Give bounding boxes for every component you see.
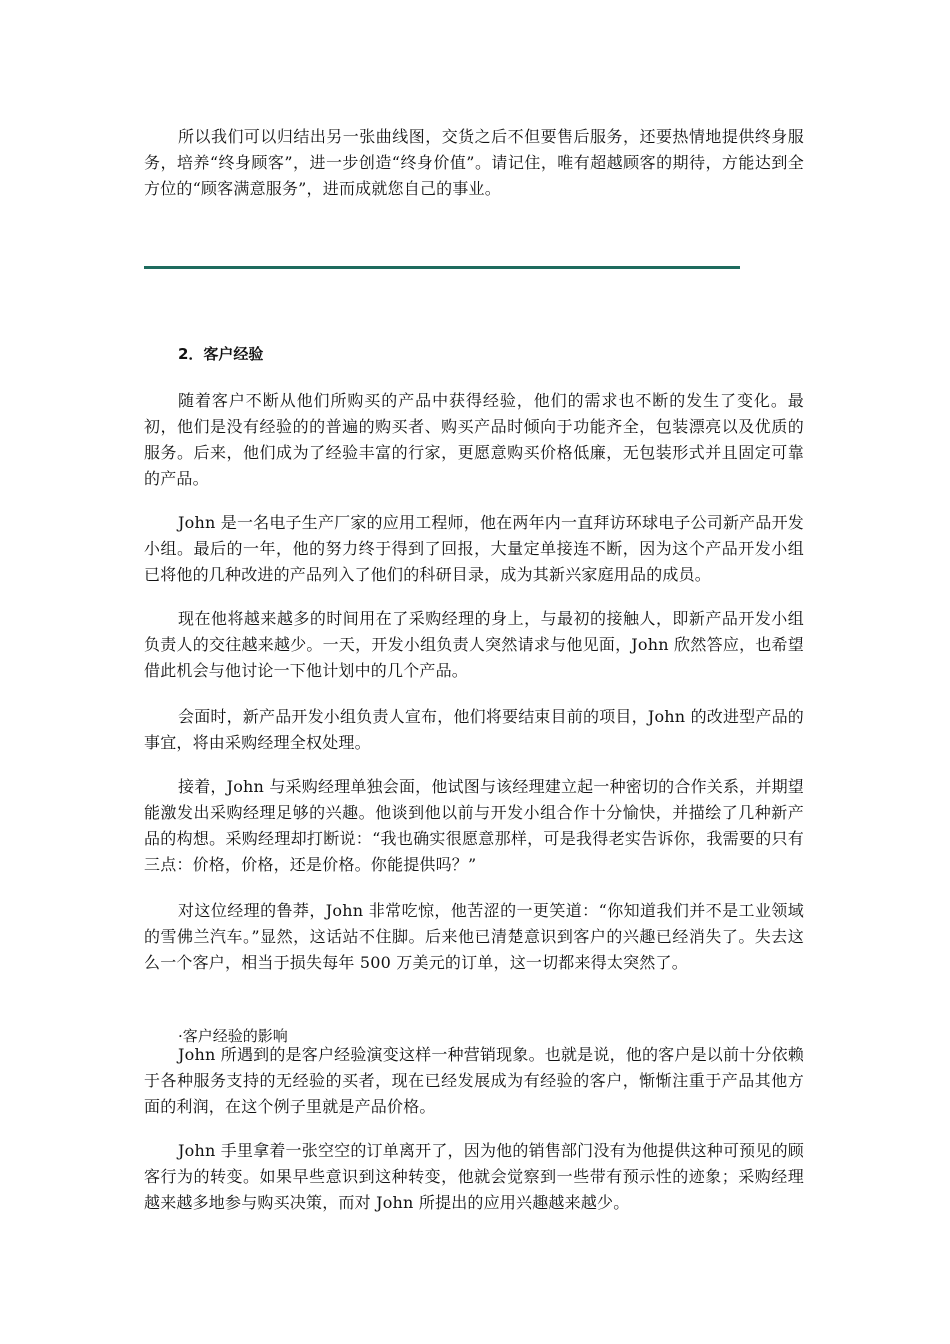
subsection-heading: ·客户经验的影响 <box>178 1027 288 1045</box>
body-paragraph-4: 会面时，新产品开发小组负责人宣布，他们将要结束目前的项目，John 的改进型产品的事宜，将由采购经理全权处理。 <box>144 707 804 752</box>
body-paragraph-7: John 所遇到的是客户经验演变这样一种营销现象。也就是说，他的客户是以前十分依赖于各种服务支持的无经验的买者，现在已经发展成为有经验的客户，惭惭注重于产品其他方面的利润，在这个例子里就是产品价格。 <box>144 1045 804 1116</box>
body-paragraph-6: 对这位经理的鲁莽，John 非常吃惊，他苦涩的一更笑道：“你知道我们并不是工业领域的雪佛兰汽车。”显然，这话站不住脚。后来他已清楚意识到客户的兴趣已经消失了。失去这么一个客户，相当于损失每年 500 万美元的订单，这一切都来得太突然了。 <box>144 901 804 972</box>
body-paragraph-8: John 手里拿着一张空空的订单离开了，因为他的销售部门没有为他提供这种可预见的顾客行为的转变。如果早些意识到这种转变，他就会觉察到一些带有预示性的迹象；采购经理越来越多地参与购买决策，而对 John 所提出的应用兴趣越来越少。 <box>144 1141 804 1212</box>
body-paragraph-3: 现在他将越来越多的时间用在了采购经理的身上，与最初的接触人，即新产品开发小组负责人的交往越来越少。一天，开发小组负责人突然请求与他见面，John 欣然答应，也希望借此机会与他讨论一下他计划中的几个产品。 <box>144 609 804 680</box>
intro-paragraph: 所以我们可以归结出另一张曲线图，交货之后不但要售后服务，还要热情地提供终身服务，培养“终身顾客”，进一步创造“终身价值”。请记住，唯有超越顾客的期待，方能达到全方位的“顾客满意服务”，进而成就您自己的事业。 <box>144 127 804 198</box>
body-paragraph-5: 接着，John 与采购经理单独会面，他试图与该经理建立起一种密切的合作关系，并期望能激发出采购经理足够的兴趣。他谈到他以前与开发小组合作十分愉快，并描绘了几种新产品的构想。采购经理却打断说：“我也确实很愿意那样，可是我得老实告诉你，我需要的只有三点：价格，价格，还是价格。你能提供吗？” <box>144 777 804 874</box>
section-divider <box>144 266 740 269</box>
section-heading: 2．客户经验 <box>178 345 264 363</box>
body-paragraph-2: John 是一名电子生产厂家的应用工程师，他在两年内一直拜访环球电子公司新产品开发小组。最后的一年，他的努力终于得到了回报，大量定单接连不断，因为这个产品开发小组已将他的几种改进的产品列入了他们的科研目录，成为其新兴家庭用品的成员。 <box>144 513 804 584</box>
body-paragraph-1: 随着客户不断从他们所购买的产品中获得经验，他们的需求也不断的发生了变化。最初，他们是没有经验的的普遍的购买者、购买产品时倾向于功能齐全，包装漂亮以及优质的服务。后来，他们成为了经验丰富的行家，更愿意购买价格低廉，无包装形式并且固定可靠的产品。 <box>144 391 804 488</box>
